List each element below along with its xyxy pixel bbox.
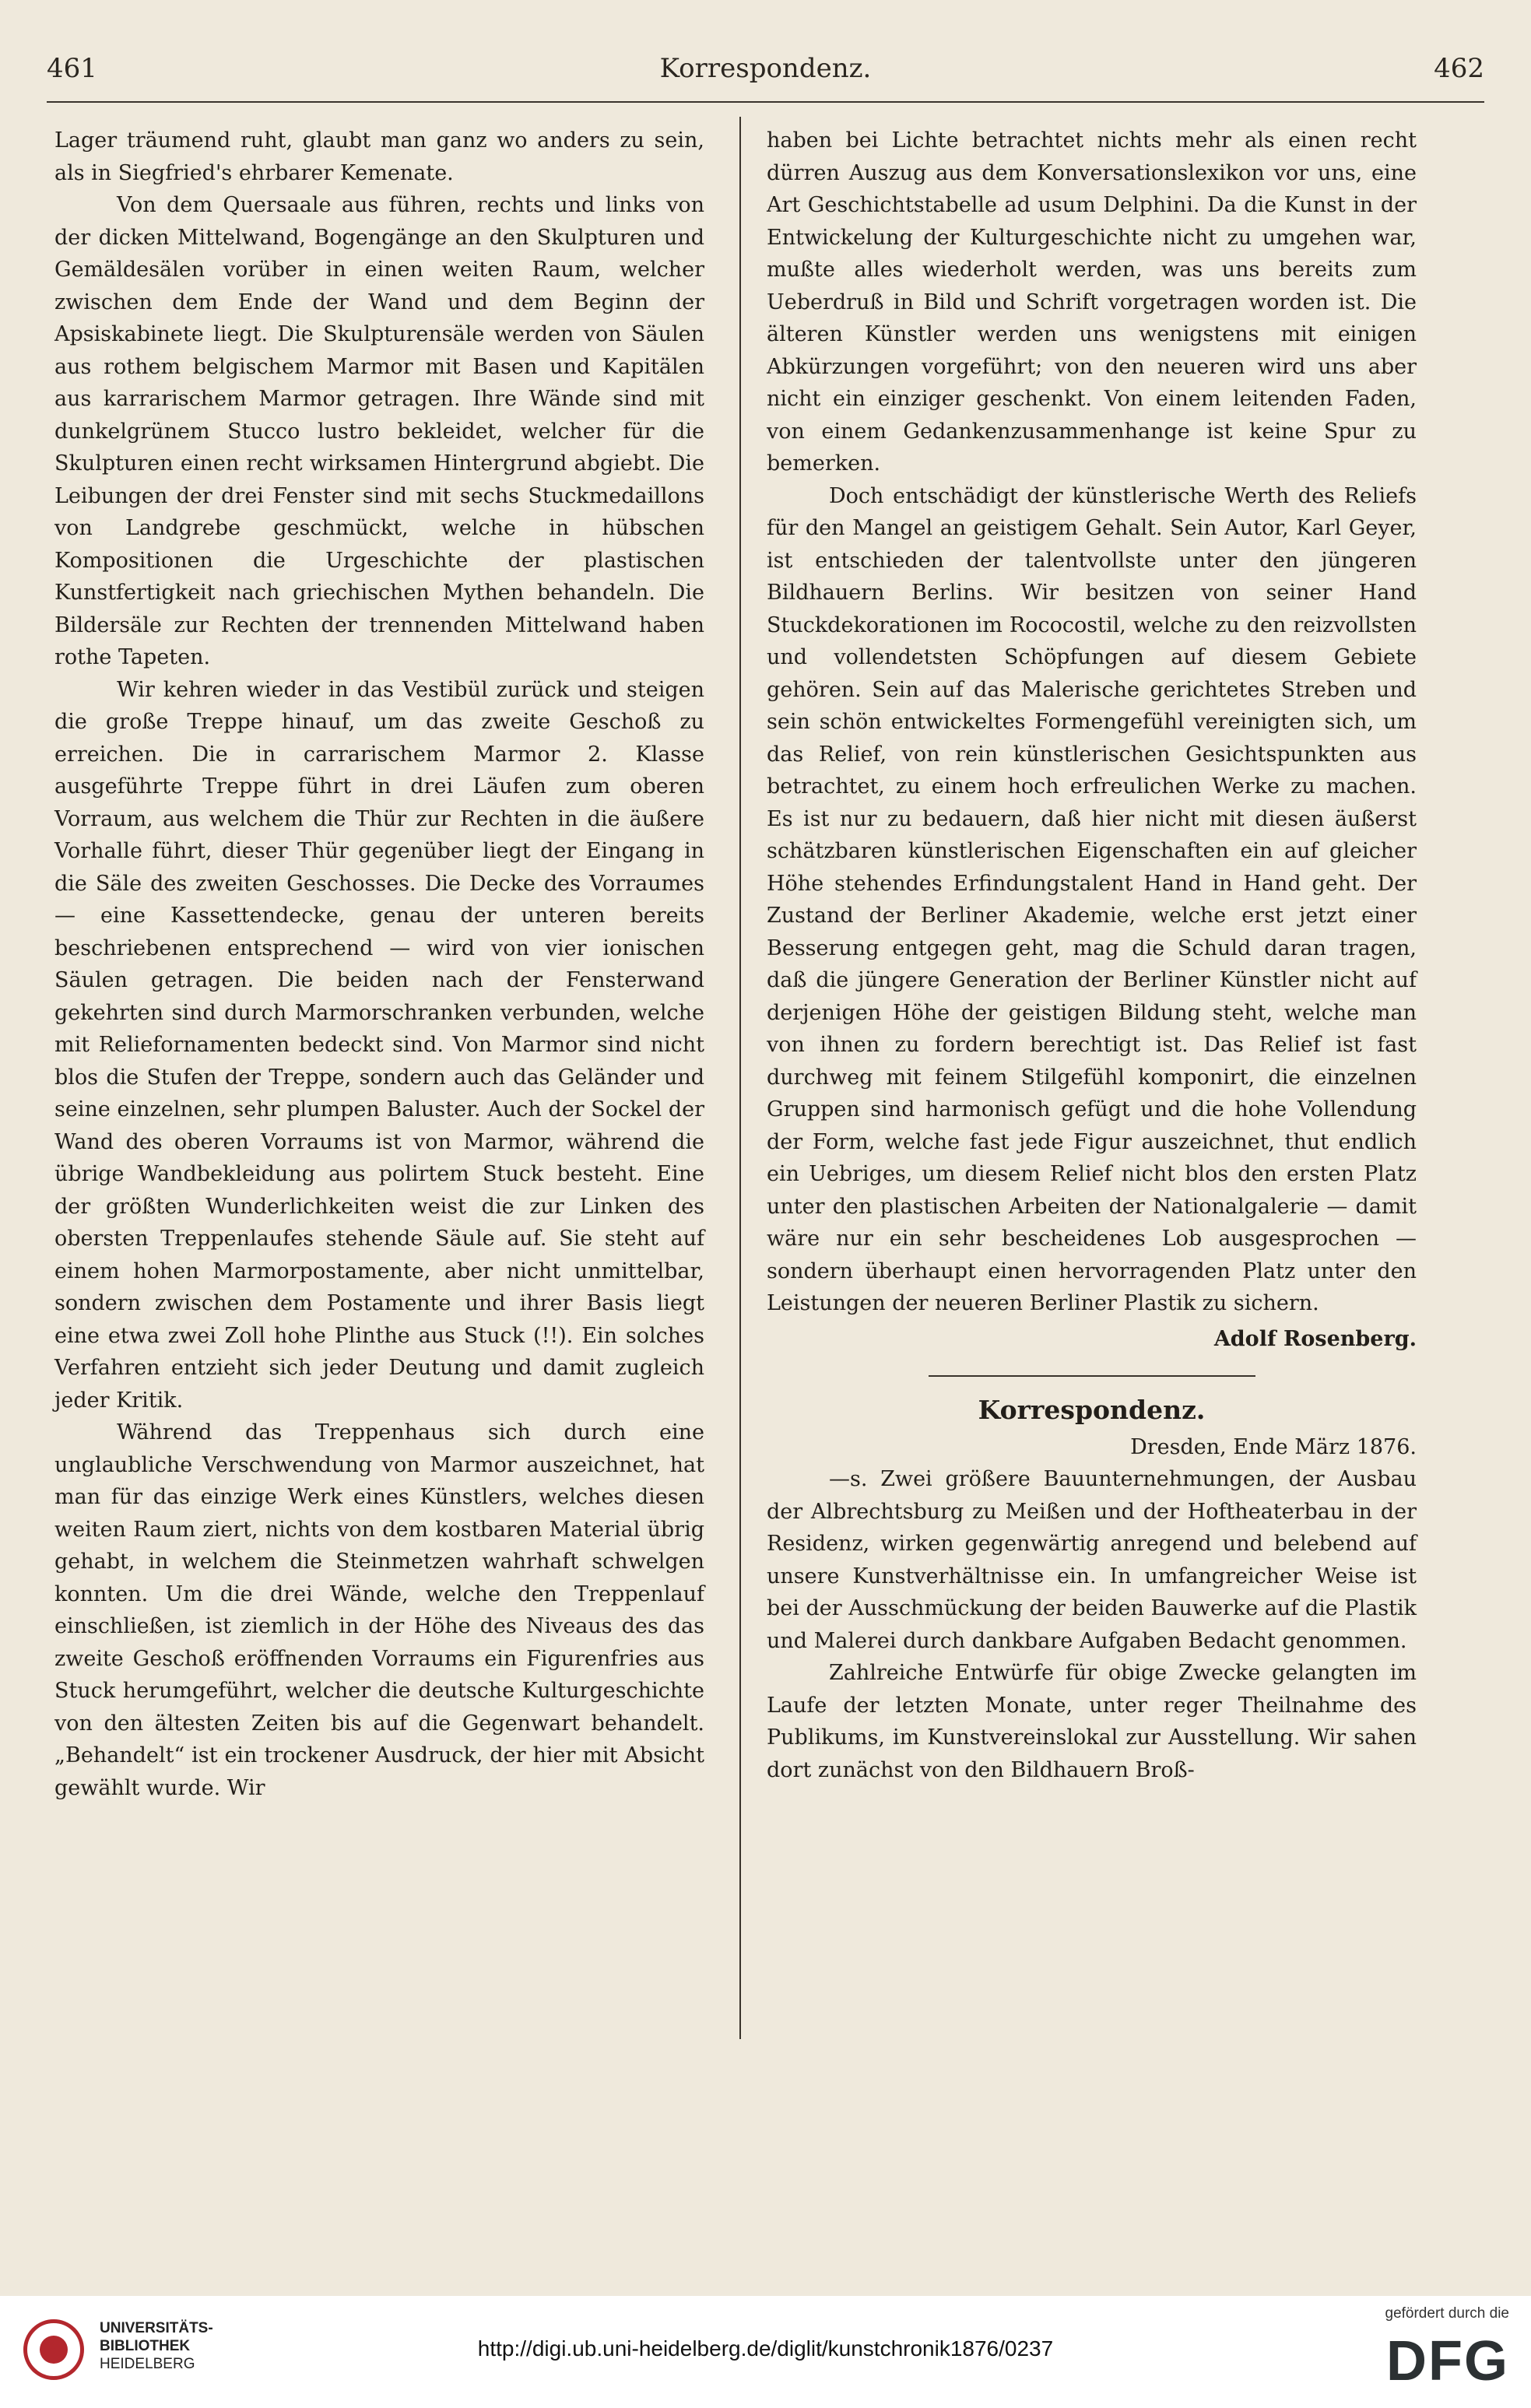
author-signature: Adolf Rosenberg. <box>1213 1326 1417 1351</box>
left-column <box>54 125 704 1804</box>
paragraph: Zahlreiche Entwürfe für obige Zwecke gelangten im Laufe der letzten Monate, unter reger Theilnahme des Publikums, im Kunstvereinslokal zur Ausstellung. Wir sahen dort zunächst von den Bildhauern Broß- <box>767 1661 1417 1782</box>
viewer-footer <box>0 2296 1531 2408</box>
funding-note: gefördert durch die <box>1385 2305 1509 2322</box>
header-rule <box>47 101 1484 103</box>
library-name: UNIVERSITÄTS- BIBLIOTHEK HEIDELBERG <box>100 2320 213 2372</box>
section-heading: Korrespondenz. <box>978 1395 1206 1425</box>
column-divider <box>739 117 741 2039</box>
paragraph: Während das Treppenhaus sich durch eine unglaubliche Verschwendung von Marmor auszeichnet, hat man für das einzige Werk eines Künstlers, welches diesen weiten Raum ziert, nichts von dem kostbaren Material übrig gehabt, in welchem die Steinmetzen wahrhaft schwelgen konnten. Um die drei Wände, welche den Treppenlauf einschließen, ist ziemlich in der Höhe des Niveaus des das zweite Geschoß eröffnenden Vorraums ein Figurenfries aus Stuck herumgeführt, welcher die deutsche Kulturgeschichte von den ältesten Zeiten bis auf die Gegenwart behandelt. „Behandelt“ ist ein trockener Ausdruck, der hier mit Absicht gewählt wurde. Wir <box>54 1420 704 1800</box>
paragraph: Von dem Quersaale aus führen, rechts und links von der dicken Mittelwand, Bogengänge an den Skulpturen und Gemäldesälen vorüber in einen weiten Raum, welcher zwischen dem Ende der Wand und dem Beginn der Apsiskabinete liegt. Die Skulpturensäle werden von Säulen aus rothem belgischem Marmor mit Basen und Kapitälen aus karrarischem Marmor getragen. Ihre Wände sind mit dunkelgrünem Stucco lustro bekleidet, welcher für die Skulpturen einen recht wirksamen Hintergrund abgiebt. Die Leibungen der drei Fenster sind mit sechs Stuckmedaillons von Landgrebe geschmückt, welche in hübschen Kompositionen die Urgeschichte der plastischen Kunstfertigkeit nach griechischen Mythen behandeln. Die Bildersäle zur Rechten der trennenden Mittelwand haben rothe Tapeten. <box>54 193 704 669</box>
paragraph: haben bei Lichte betrachtet nichts mehr als einen recht dürren Auszug aus dem Konversationslexikon vor uns, eine Art Geschichtstabelle ad usum Delphini. Da die Kunst in der Entwickelung der Kulturgeschichte nicht zu umgehen war, mußte alles wiederholt werden, was uns bereits zum Ueberdruß in Bild und Schrift vorgetragen worden ist. Die älteren Künstler werden uns wenigstens mit einigen Abkürzungen vorgeführt; von den neueren wird uns aber nicht ein einziger geschenkt. Von einem leitenden Faden, von einem Gedankenzusammenhange ist keine Spur zu bemerken. <box>767 128 1417 476</box>
running-title: Korrespondenz. <box>659 53 872 84</box>
paragraph: Doch entschädigt der künstlerische Werth des Reliefs für den Mangel an geistigem Gehalt. Sein Autor, Karl Geyer, ist entschieden der talentvollste unter den jüngeren Bildhauern Berlins. Wir besitzen von seiner Hand Stuckdekorationen im Rococostil, welche zu den reizvollsten und vollendetsten Schöpfungen auf diesem Gebiete gehören. Sein auf das Malerische gerichtetes Streben und sein schön entwickeltes Formengefühl vereinigten sich, um das Relief, von rein künstlerischen Gesichtspunkten aus betrachtet, zu einem hoch erfreulichen Werke zu machen. Es ist nur zu bedauern, daß hier nicht mit diesen äußerst schätzbaren künstlerischen Eigenschaften ein auf gleicher Höhe stehendes Erfindungstalent Hand in Hand geht. Der Zustand der Berliner Akademie, welche erst jetzt einer Besserung entgegen geht, mag die Schuld daran tragen, daß die jüngere Generation der Berliner Künstler nicht auf derjenigen Höhe der geistigen Bildung steht, welche man von ihnen zu fordern berechtigt ist. Das Relief ist fast durchweg mit feinem Stilgefühl komponirt, die einzelnen Gruppen sind harmonisch gefügt und die hohe Vollendung der Form, welche fast jede Figur auszeichnet, thut endlich ein Uebriges, um diesem Relief nicht blos den ersten Platz unter den plastischen Arbeiten der Nationalgalerie — damit wäre nur ein sehr bescheidenes Lob ausgesprochen — sondern überhaupt einen hervorragenden Platz unter den Leistungen der neueren Berliner Plastik zu sichern. <box>767 483 1417 1315</box>
page-number-right: 462 <box>1434 53 1484 84</box>
paragraph: Lager träumend ruht, glaubt man ganz wo anders zu sein, als in Siegfried's ehrbarer Kemenate. <box>54 128 704 185</box>
dateline: Dresden, Ende März 1876. <box>1130 1434 1417 1459</box>
dfg-logo[interactable]: DFG <box>1386 2330 1509 2392</box>
paragraph: Wir kehren wieder in das Vestibül zurück und steigen die große Treppe hinauf, um das zweite Geschoß zu erreichen. Die in carrarischem Marmor 2. Klasse ausgeführte Treppe führt in drei Läufen zum oberen Vorraum, aus welchem die Thür zur Rechten in die äußere Vorhalle führt, dieser Thür gegenüber liegt der Eingang in die Säle des zweiten Geschosses. Die Decke des Vorraumes — eine Kassettendecke, genau der unteren bereits beschriebenen entsprechend — wird von vier ionischen Säulen getragen. Die beiden nach der Fensterwand gekehrten sind durch Marmorschranken verbunden, welche mit Reliefornamenten bedeckt sind. Von Marmor sind nicht blos die Stufen der Treppe, sondern auch das Geländer und seine einzelnen, sehr plumpen Baluster. Auch der Sockel der Wand des oberen Vorraums ist von Marmor, während die übrige Wandbekleidung aus polirtem Stuck besteht. Eine der größten Wunderlichkeiten weist die zur Linken des obersten Treppenlaufes stehende Säule auf. Sie steht auf einem hohen Marmorpostamente, aber nicht unmittelbar, sondern zwischen dem Postamente und ihrer Basis liegt eine etwa zwei Zoll hohe Plinthe aus Stuck (!!). Ein solches Verfahren entzieht sich jeder Deutung und damit zugleich jeder Kritik. <box>54 677 704 1413</box>
permalink-url[interactable]: http://digi.ub.uni-heidelberg.de/diglit/kunstchronik1876/0237 <box>477 2336 1054 2361</box>
section-divider <box>929 1375 1255 1377</box>
paragraph: —s. Zwei größere Bauunternehmungen, der Ausbau der Albrechtsburg zu Meißen und der Hoftheaterbau in der Residenz, wirken gegenwärtig anregend und belebend auf unsere Kunstverhältnisse ein. In umfangreicher Weise ist bei der Ausschmückung der beiden Bauwerke auf die Plastik und Malerei durch dankbare Aufgaben Bedacht genommen. <box>767 1467 1417 1653</box>
right-column <box>767 125 1417 1786</box>
page-number-left: 461 <box>47 53 97 84</box>
running-head <box>47 53 1484 100</box>
